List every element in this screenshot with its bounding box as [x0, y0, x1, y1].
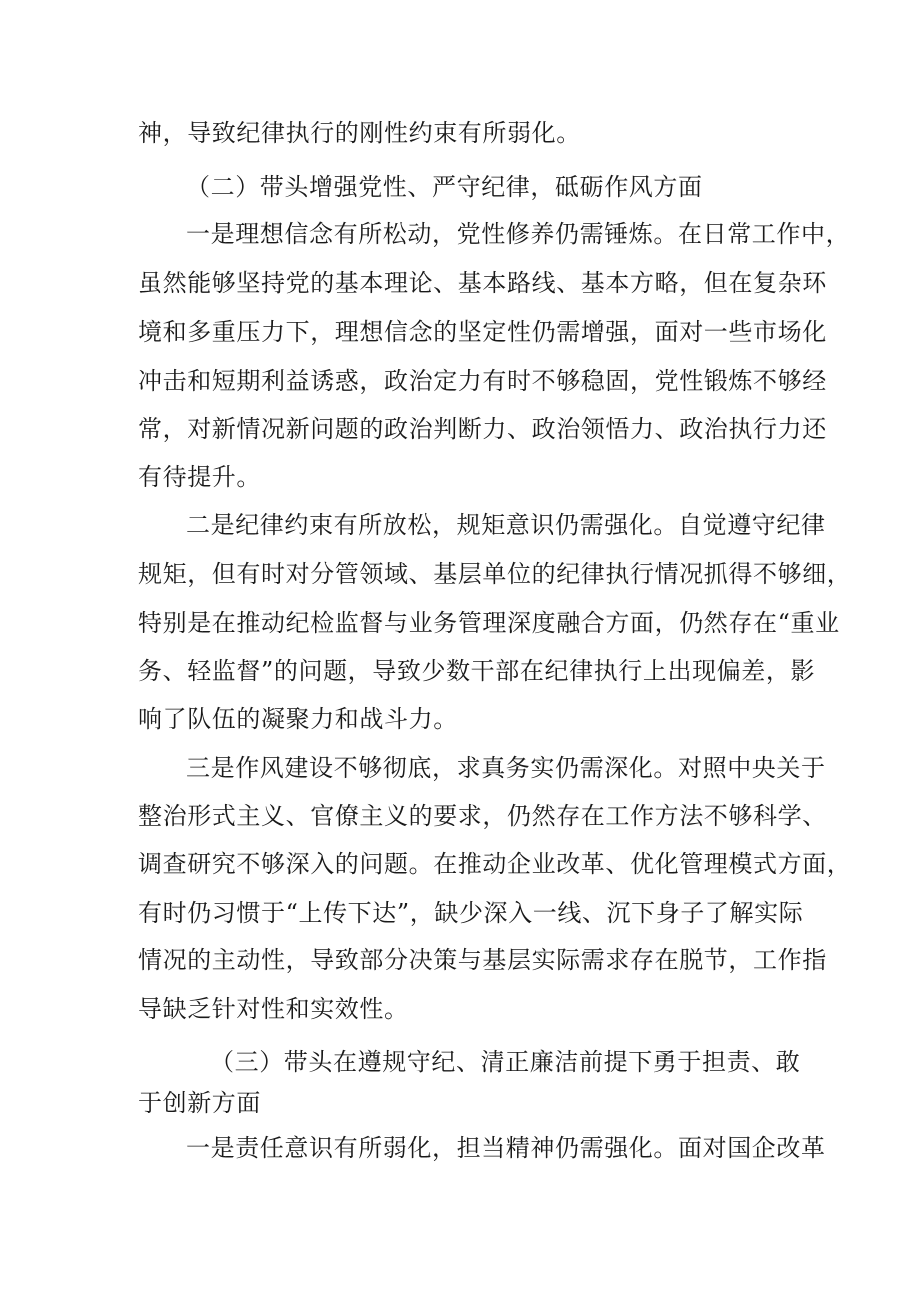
- text-line: 有时仍习惯于“上传下达”，缺少深入一线、沉下身子了解实际: [138, 899, 804, 927]
- text-line: 有待提升。: [138, 463, 261, 491]
- text-line: 二是纪律约束有所放松，规矩意识仍需强化。自觉遵守纪律: [186, 511, 826, 539]
- section-heading: （二）带头增强党性、严守纪律，砥砺作风方面: [186, 173, 703, 201]
- text-line: 情况的主动性，导致部分决策与基层实际需求存在脱节，工作指: [138, 946, 827, 974]
- text-line: 神，导致纪律执行的刚性约束有所弱化。: [138, 119, 581, 147]
- text-line: 常，对新情况新问题的政治判断力、政治领悟力、政治执行力还: [138, 415, 827, 443]
- section-heading: （三）带头在遵规守纪、清正廉洁前提下勇于担责、敢: [210, 1048, 801, 1076]
- text-line: 调查研究不够深入的问题。在推动企业改革、优化管理模式方面，: [138, 850, 852, 878]
- section-heading-continued: 于创新方面: [138, 1089, 261, 1117]
- text-line: 虽然能够坚持党的基本理论、基本路线、基本方略，但在复杂环: [138, 269, 827, 297]
- text-line: 特别是在推动纪检监督与业务管理深度融合方面，仍然存在“重业: [138, 609, 840, 637]
- text-line: 整治形式主义、官僚主义的要求，仍然存在工作方法不够科学、: [138, 802, 827, 830]
- text-line: 一是理想信念有所松动，党性修养仍需锤炼。在日常工作中，: [186, 220, 851, 248]
- text-line: 一是责任意识有所弱化，担当精神仍需强化。面对国企改革: [186, 1134, 826, 1162]
- text-line: 冲击和短期利益诱惑，政治定力有时不够稳固，党性锻炼不够经: [138, 367, 827, 395]
- text-line: 务、轻监督”的问题，导致少数干部在纪律执行上出现偏差，影: [138, 657, 816, 685]
- text-line: 规矩，但有时对分管领域、基层单位的纪律执行情况抓得不够细，: [138, 560, 852, 588]
- text-line: 境和多重压力下，理想信念的坚定性仍需增强，面对一些市场化: [138, 318, 827, 346]
- text-line: 三是作风建设不够彻底，求真务实仍需深化。对照中央关于: [186, 754, 826, 782]
- text-line: 响了队伍的凝聚力和战斗力。: [138, 705, 458, 733]
- text-line: 导缺乏针对性和实效性。: [138, 995, 409, 1023]
